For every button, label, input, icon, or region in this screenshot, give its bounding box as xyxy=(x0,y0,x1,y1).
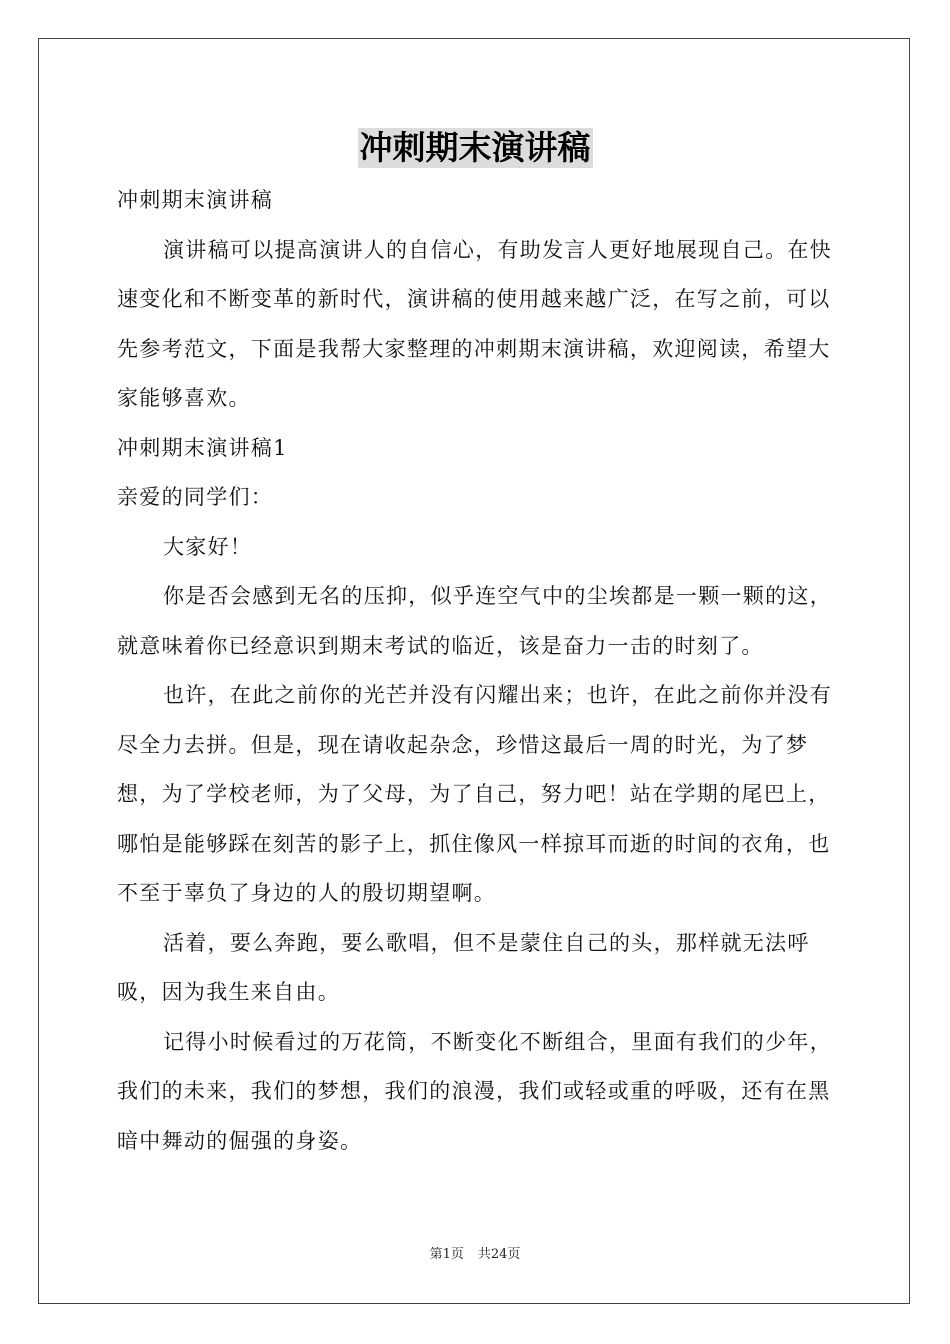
greeting: 大家好！ xyxy=(163,534,253,559)
salutation: 亲爱的同学们： xyxy=(117,485,274,509)
title-container xyxy=(0,128,950,168)
page-footer xyxy=(0,1246,950,1264)
body-paragraph: 记得小时候看过的万花筒，不断变化不断组合，里面有我们的少年，我们的未来，我们的梦想，我们的浪漫，我们或轻或重的呼吸，还有在黑暗中舞动的倔强的身姿。 xyxy=(117,1029,832,1153)
intro-paragraph: 演讲稿可以提高演讲人的自信心，有助发言人更好地展现自己。在快速变化和不断变革的新时代，演讲稿的使用越来越广泛，在写之前，可以先参考范文，下面是我帮大家整理的冲刺期末演讲稿，欢迎阅读，希望大家能够喜欢。 xyxy=(117,237,832,410)
section-heading: 冲刺期末演讲稿1 xyxy=(117,435,288,460)
document-body xyxy=(117,176,839,1166)
subtitle-line: 冲刺期末演讲稿 xyxy=(117,188,274,212)
body-paragraph: 也许，在此之前你的光芒并没有闪耀出来；也许，在此之前你并没有尽全力去拼。但是，现在请收起杂念，珍惜这最后一周的时光，为了梦想，为了学校老师，为了父母，为了自己，努力吧！站在学期的尾巴上，哪怕是能够踩在刻苦的影子上，抓住像风一样掠耳而逝的时间的衣角，也不至于辜负了身边的人的殷切期望啊。 xyxy=(117,683,832,905)
page-number: 第1页 xyxy=(429,1247,464,1262)
document-title: 冲刺期末演讲稿 xyxy=(359,128,591,167)
body-paragraph: 活着，要么奔跑，要么歌唱，但不是蒙住自己的头，那样就无法呼吸，因为我生来自由。 xyxy=(117,930,810,1004)
body-paragraph: 你是否会感到无名的压抑，似乎连空气中的尘埃都是一颗一颗的这，就意味着你已经意识到期末考试的临近，该是奋力一击的时刻了。 xyxy=(117,584,832,658)
page-total: 共24页 xyxy=(477,1247,521,1262)
